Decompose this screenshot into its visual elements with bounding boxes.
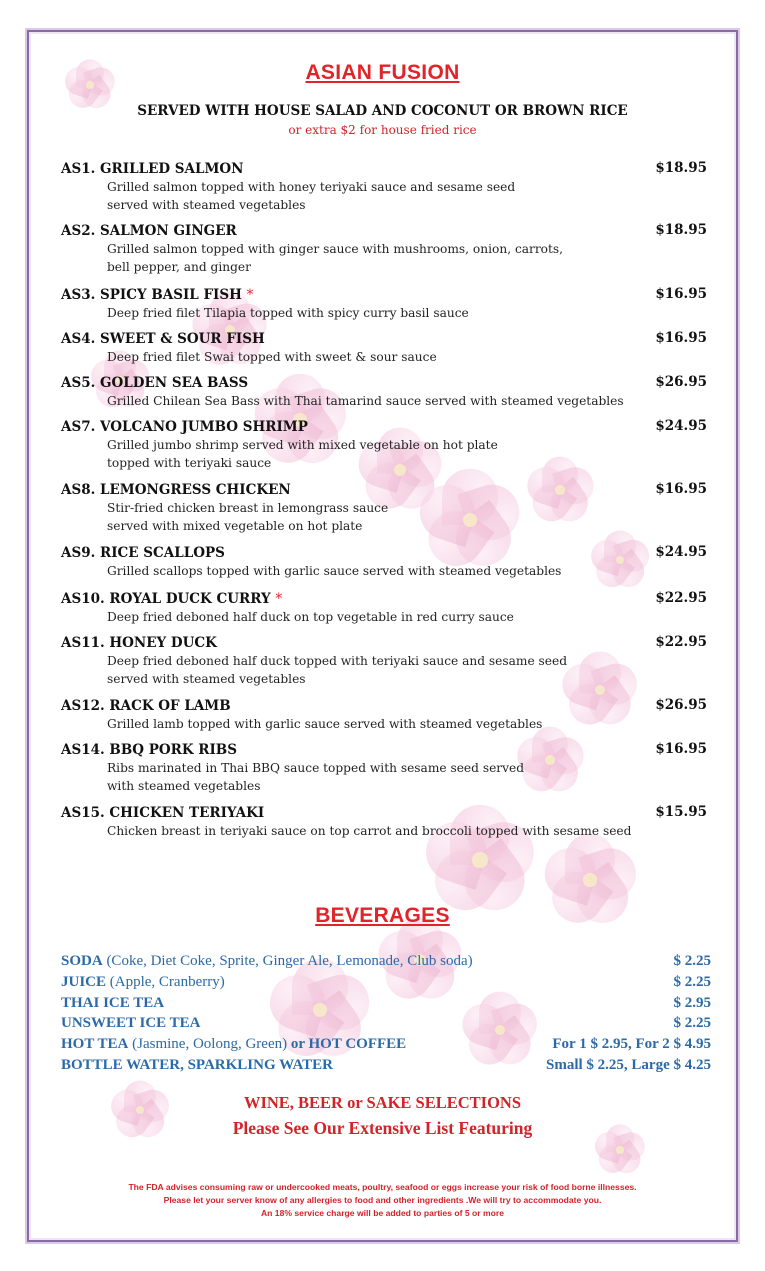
- beverage-options: (Apple, Cranberry): [106, 973, 225, 990]
- menu-item-price: $22.95: [655, 590, 707, 606]
- menu-item-name: [61, 544, 711, 562]
- menu-item-title: AS2. SALMON GINGER: [61, 223, 237, 239]
- menu-item-title: AS9. RICE SCALLOPS: [61, 545, 225, 561]
- fried-rice-note: or extra $2 for house fried rice: [288, 123, 477, 137]
- menu-item-title: AS12. RACK OF LAMB: [61, 698, 231, 714]
- menu-item-description: Deep fried deboned half duck topped with teriyaki sauce and sesame seed served with steamed vegetables: [107, 654, 568, 686]
- wine-list-note: Please See Our Extensive List Featuring: [232, 1118, 533, 1138]
- service-charge-note: An 18% service charge will be added to parties of 5 or more: [260, 1208, 505, 1218]
- menu-item-price: $16.95: [655, 481, 707, 497]
- menu-item-name: [61, 481, 711, 499]
- menu-item-price: $26.95: [655, 697, 707, 713]
- menu-item-description: Grilled jumbo shrimp served with mixed vegetable on hot plate topped with teriyaki sauce: [107, 438, 498, 470]
- menu-item-price: $16.95: [655, 286, 707, 302]
- beverage-alternative: or HOT COFFEE: [287, 1036, 407, 1053]
- menu-item-name: [61, 160, 711, 178]
- menu-item-name: [61, 374, 711, 392]
- section-title-asian-fusion: ASIAN FUSION: [305, 61, 460, 84]
- wine-selections-heading: WINE, BEER or SAKE SELECTIONS: [243, 1093, 522, 1112]
- served-with-note: SERVED WITH HOUSE SALAD AND COCONUT OR BROWN RICE: [137, 103, 628, 119]
- spicy-marker: *: [275, 591, 283, 607]
- beverage-item: [61, 972, 711, 993]
- menu-item-description: Grilled salmon topped with ginger sauce with mushrooms, onion, carrots, bell pepper, and ginger: [107, 242, 564, 274]
- menu-item-description: Chicken breast in teriyaki sauce on top carrot and broccoli topped with sesame seed: [107, 824, 632, 838]
- beverage-item: [61, 1034, 711, 1055]
- allergy-note: Please let your server know of any allergies to food and other ingredients .We will try to accommodate you.: [163, 1195, 602, 1205]
- menu-item-name: [61, 697, 711, 715]
- menu-item-description: Ribs marinated in Thai BBQ sauce topped with sesame seed served with steamed vegetables: [107, 761, 525, 793]
- menu-item: [61, 160, 711, 214]
- beverage-item: [61, 1013, 711, 1034]
- menu-item: [61, 286, 711, 322]
- beverage-name: HOT TEA: [61, 1036, 129, 1053]
- beverage-price: $ 2.25: [673, 953, 711, 969]
- menu-item-title: AS8. LEMONGRESS CHICKEN: [61, 482, 291, 498]
- menu-item-title: AS1. GRILLED SALMON: [61, 161, 244, 177]
- menu-item: [61, 741, 711, 795]
- menu-item-title: AS5. GOLDEN SEA BASS: [61, 375, 249, 391]
- menu-item-price: $26.95: [655, 374, 707, 390]
- menu-item-title: AS15. CHICKEN TERIYAKI: [61, 805, 265, 821]
- beverage-item: [61, 1055, 711, 1076]
- beverage-item: [61, 951, 711, 972]
- menu-item: [61, 222, 711, 276]
- beverage-price: $ 2.25: [673, 973, 711, 990]
- beverage-name: UNSWEET ICE TEA: [61, 1015, 201, 1032]
- beverage-options: (Jasmine, Oolong, Green): [128, 1036, 288, 1053]
- beverage-price: $ 2.25: [673, 1015, 711, 1032]
- menu-item-name: [61, 330, 711, 348]
- beverage-name: JUICE: [61, 973, 107, 990]
- menu-item-description: Grilled scallops topped with garlic sauce served with steamed vegetables: [107, 564, 562, 578]
- menu-item-name: [61, 634, 711, 652]
- menu-item-name: [61, 222, 711, 240]
- menu-item-name: [61, 804, 711, 822]
- menu-item: [61, 418, 711, 472]
- menu-item-title: AS10. ROYAL DUCK CURRY: [61, 591, 271, 607]
- menu-item: [61, 544, 711, 580]
- beverage-name: BOTTLE WATER, SPARKLING WATER: [61, 1057, 334, 1073]
- menu-item: [61, 330, 711, 366]
- menu-item-price: $18.95: [655, 222, 707, 238]
- menu-item-name: [61, 286, 711, 304]
- section-title-beverages: BEVERAGES: [315, 904, 450, 927]
- menu-item: [61, 804, 711, 840]
- fda-advisory: The FDA advises consuming raw or undercooked meats, poultry, seafood or eggs increase your risk of food borne illnesses.: [128, 1182, 637, 1192]
- menu-item-price: $15.95: [655, 804, 707, 820]
- beverage-price: For 1 $ 2.95, For 2 $ 4.95: [552, 1036, 711, 1053]
- menu-item-title: AS7. VOLCANO JUMBO SHRIMP: [61, 419, 308, 435]
- menu-item-description: Grilled Chilean Sea Bass with Thai tamarind sauce served with steamed vegetables: [107, 394, 624, 408]
- menu-item-description: Deep fried filet Tilapia topped with spicy curry basil sauce: [107, 306, 469, 320]
- menu-item: [61, 590, 711, 626]
- menu-item-description: Deep fried deboned half duck on top vegetable in red curry sauce: [107, 610, 514, 624]
- menu-item-description: Deep fried filet Swai topped with sweet & sour sauce: [107, 350, 437, 364]
- beverage-options: (Coke, Diet Coke, Sprite, Ginger Ale, Lemonade, Club soda): [102, 953, 473, 969]
- menu-item-price: $16.95: [655, 741, 707, 757]
- menu-item-description: Grilled salmon topped with honey teriyaki sauce and sesame seed served with steamed vegetables: [107, 180, 516, 212]
- menu-item-price: $22.95: [655, 634, 707, 650]
- menu-item-title: AS11. HONEY DUCK: [61, 635, 217, 651]
- menu-item-name: [61, 590, 711, 608]
- menu-item-name: [61, 741, 711, 759]
- beverage-price: $ 2.95: [673, 994, 711, 1011]
- menu-item-price: $24.95: [655, 418, 707, 434]
- menu-item-price: $16.95: [655, 330, 707, 346]
- menu-item-description: Stir-fried chicken breast in lemongrass sauce served with mixed vegetable on hot plate: [107, 501, 389, 533]
- spicy-marker: *: [246, 287, 254, 303]
- beverage-name: THAI ICE TEA: [61, 994, 165, 1011]
- beverage-name: SODA: [61, 953, 103, 969]
- menu-item: [61, 374, 711, 410]
- menu-item-title: AS14. BBQ PORK RIBS: [61, 742, 237, 758]
- menu-item-description: Grilled lamb topped with garlic sauce served with steamed vegetables: [107, 717, 543, 731]
- menu-item: [61, 634, 711, 688]
- menu-item: [61, 481, 711, 535]
- menu-item: [61, 697, 711, 733]
- menu-item-title: AS3. SPICY BASIL FISH: [61, 287, 242, 303]
- menu-item-price: $24.95: [655, 544, 707, 560]
- menu-item-price: $18.95: [655, 160, 707, 176]
- menu-item-title: AS4. SWEET & SOUR FISH: [61, 331, 265, 347]
- menu-item-name: [61, 418, 711, 436]
- beverage-item: [61, 993, 711, 1014]
- beverage-price: Small $ 2.25, Large $ 4.25: [546, 1057, 711, 1073]
